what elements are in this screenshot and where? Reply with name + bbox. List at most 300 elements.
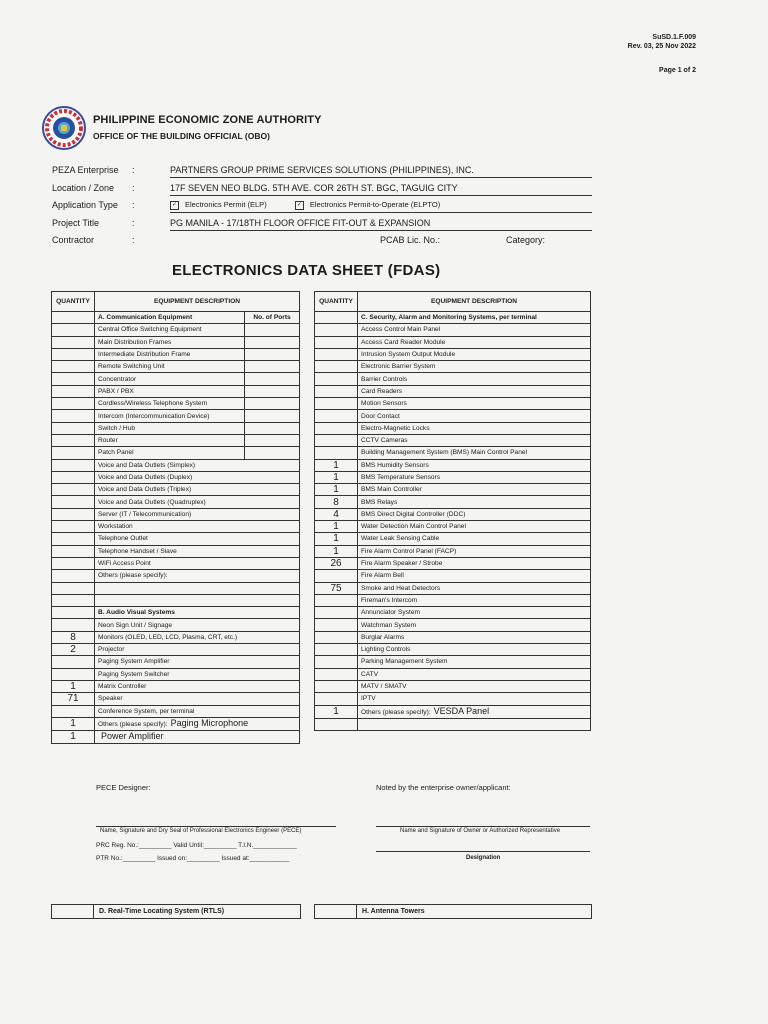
equipment-description <box>95 533 300 545</box>
description-text: Voice and Data Outlets (Simplex) <box>98 461 196 469</box>
category-label: Category: <box>506 235 546 245</box>
description-text: Cordless/Wireless Telephone System <box>98 400 208 408</box>
equipment-description <box>358 570 591 582</box>
table-row <box>52 619 300 631</box>
application-type-value <box>170 200 592 213</box>
quantity-cell <box>315 447 358 459</box>
quantity-cell <box>52 447 95 459</box>
description-text: Others (please specify): <box>98 572 168 580</box>
quantity-header: QUANTITY <box>315 292 358 312</box>
description-text: BMS Relays <box>361 498 398 506</box>
project-info <box>52 162 592 250</box>
quantity-header: QUANTITY <box>52 292 95 312</box>
owner-name-label: Name and Signature of Owner or Authorized Representative <box>400 828 561 834</box>
quantity-cell <box>52 385 95 397</box>
org-name: PHILIPPINE ECONOMIC ZONE AUTHORITY <box>93 114 322 126</box>
table-row <box>315 447 591 459</box>
table-row <box>52 607 300 619</box>
ports-cell <box>245 447 300 459</box>
table-row <box>315 570 591 582</box>
location-row <box>52 180 592 198</box>
quantity-cell: 4 <box>315 508 358 520</box>
equipment-description <box>358 594 591 606</box>
equipment-description <box>358 680 591 692</box>
ports-header: No. of Ports <box>245 312 300 324</box>
quantity-cell <box>52 324 95 336</box>
table-row <box>52 730 300 743</box>
equipment-description <box>95 447 245 459</box>
page-number: Page 1 of 2 <box>659 67 696 74</box>
table-row <box>315 324 591 336</box>
application-type-label: Application Type <box>52 200 118 210</box>
table-row <box>52 570 300 582</box>
table-row <box>315 434 591 446</box>
equipment-description <box>95 373 245 385</box>
table-header <box>315 292 591 312</box>
section-heading <box>95 607 300 619</box>
equipment-description <box>95 631 300 643</box>
ports-cell <box>245 324 300 336</box>
table-row <box>52 324 300 336</box>
quantity-cell: 1 <box>52 717 95 730</box>
quantity-cell <box>52 459 95 471</box>
description-text: IPTV <box>361 695 376 703</box>
equipment-table-left <box>51 291 300 744</box>
equipment-description <box>95 410 245 422</box>
equipment-description <box>95 521 300 533</box>
antenna-label: H. Antenna Towers <box>362 908 425 915</box>
description-text: Building Management System (BMS) Main Control Panel <box>361 449 528 457</box>
equipment-description <box>95 459 300 471</box>
equipment-description <box>95 398 245 410</box>
table-row <box>52 594 300 606</box>
quantity-cell: 8 <box>52 631 95 643</box>
table-row <box>52 422 300 434</box>
table-row <box>52 508 300 520</box>
equipment-description <box>358 447 591 459</box>
equipment-description <box>358 385 591 397</box>
checkbox-icon[interactable]: ✓ <box>171 201 178 208</box>
equipment-description <box>95 324 245 336</box>
description-text: Monitors (OLED, LED, LCD, Plasma, CRT, etc.) <box>98 633 238 641</box>
table-row <box>315 385 591 397</box>
description-text: Watchman System <box>361 621 417 629</box>
colon: : <box>132 165 135 175</box>
table-row <box>315 496 591 508</box>
table-row <box>315 607 591 619</box>
table-row <box>52 656 300 668</box>
description-text: B. Audio Visual Systems <box>98 609 175 617</box>
pcab-label: PCAB Lic. No.: <box>380 235 441 245</box>
table-row <box>315 348 591 360</box>
quantity-cell: 71 <box>52 693 95 705</box>
table-row <box>52 705 300 717</box>
table-row <box>315 631 591 643</box>
description-text: Parking Management System <box>361 658 448 666</box>
prc-reg-line: PRC Reg. No.:_________ Valid Until:_________ T.I.N.____________ <box>96 842 297 849</box>
equipment-description <box>358 410 591 422</box>
table-row <box>52 533 300 545</box>
quantity-cell <box>52 533 95 545</box>
quantity-cell <box>315 656 358 668</box>
description-text: Access Card Reader Module <box>361 338 446 346</box>
table-row <box>315 422 591 434</box>
pece-signature-line <box>96 826 336 827</box>
description-text: Patch Panel <box>98 449 134 457</box>
description-text: Fireman's Intercom <box>361 596 418 604</box>
equipment-description <box>358 644 591 656</box>
table-row <box>315 545 591 557</box>
quantity-cell <box>315 434 358 446</box>
table-row <box>315 471 591 483</box>
quantity-cell <box>52 471 95 483</box>
table-row <box>315 594 591 606</box>
quantity-cell <box>315 361 358 373</box>
equipment-description <box>358 373 591 385</box>
quantity-cell: 1 <box>315 705 358 718</box>
section-heading <box>95 312 245 324</box>
equipment-description <box>95 668 300 680</box>
table-row <box>315 336 591 348</box>
quantity-cell <box>315 373 358 385</box>
description-text: Conference System, per terminal <box>98 707 195 715</box>
quantity-cell <box>52 582 95 594</box>
elpto-option: Electronics Permit-to-Operate (ELPTO) <box>309 200 441 209</box>
quantity-cell <box>315 410 358 422</box>
office-name: OFFICE OF THE BUILDING OFFICIAL (OBO) <box>93 131 270 141</box>
quantity-cell <box>315 348 358 360</box>
quantity-cell <box>315 398 358 410</box>
equipment-description <box>95 557 300 569</box>
table-row <box>315 619 591 631</box>
table-row <box>315 693 591 705</box>
description-text: Smoke and Heat Detectors <box>361 584 441 592</box>
quantity-cell <box>315 422 358 434</box>
table-row <box>315 644 591 656</box>
description-text: Fire Alarm Bell <box>361 572 404 580</box>
equipment-description <box>95 693 300 705</box>
table-row <box>315 508 591 520</box>
form-code: SuSD.1.F.009 <box>652 34 696 41</box>
description-text: Main Distribution Frames <box>98 338 172 346</box>
pece-designer-label: PECE Designer: <box>96 783 151 792</box>
description-text: Others (please specify): <box>98 720 168 728</box>
equipment-description <box>358 422 591 434</box>
table-row <box>52 471 300 483</box>
table-row <box>52 582 300 594</box>
colon: : <box>132 235 135 245</box>
description-text: Fire Alarm Control Panel (FACP) <box>361 547 457 555</box>
quantity-cell <box>52 521 95 533</box>
project-title-value: PG MANILA - 17/18TH FLOOR OFFICE FIT-OUT & EXPANSION <box>170 218 592 231</box>
table-row <box>52 373 300 385</box>
equipment-description <box>358 434 591 446</box>
contractor-label: Contractor <box>52 235 95 245</box>
checkbox-icon[interactable]: ✓ <box>296 201 302 208</box>
quantity-cell <box>52 422 95 434</box>
section-heading <box>358 312 591 324</box>
description-text: WiFi Access Point <box>98 560 151 568</box>
equipment-description <box>95 496 300 508</box>
quantity-cell <box>315 324 358 336</box>
equipment-description <box>358 533 591 545</box>
equipment-description <box>358 324 591 336</box>
description-text: Paging System Amplifier <box>98 658 170 666</box>
quantity-cell <box>52 410 95 422</box>
ports-cell <box>245 434 300 446</box>
quantity-cell <box>52 398 95 410</box>
table-row <box>52 312 300 324</box>
table-row <box>52 496 300 508</box>
equipment-description <box>358 545 591 557</box>
equipment-description <box>95 336 245 348</box>
equipment-description <box>95 348 245 360</box>
quantity-cell <box>315 644 358 656</box>
quantity-cell <box>52 508 95 520</box>
quantity-cell <box>52 373 95 385</box>
ptr-line: PTR No.:_________ Issued on:_________ Issued at:___________ <box>96 855 290 862</box>
equipment-description <box>358 336 591 348</box>
table-row <box>52 447 300 459</box>
table-header <box>52 292 300 312</box>
handwritten-entry: VESDA Panel <box>433 705 490 716</box>
equipment-description <box>95 680 300 692</box>
form-revision: Rev. 03, 25 Nov 2022 <box>627 43 696 50</box>
enterprise-value: PARTNERS GROUP PRIME SERVICES SOLUTIONS (PHILIPPINES), INC. <box>170 165 592 178</box>
equipment-description <box>358 471 591 483</box>
description-text: Concentrator <box>98 375 137 383</box>
quantity-cell <box>315 693 358 705</box>
quantity-cell <box>52 336 95 348</box>
table-row <box>52 545 300 557</box>
description-text: Electronic Barrier System <box>361 363 436 371</box>
quantity-cell <box>315 631 358 643</box>
quantity-cell: 1 <box>315 459 358 471</box>
equipment-description <box>358 557 591 569</box>
table-row <box>52 361 300 373</box>
description-text: Workstation <box>98 523 133 531</box>
table-row <box>315 533 591 545</box>
quantity-cell: 8 <box>315 496 358 508</box>
ports-cell <box>245 422 300 434</box>
project-title-row <box>52 215 592 233</box>
equipment-description <box>358 656 591 668</box>
table-row <box>315 656 591 668</box>
equipment-description <box>358 508 591 520</box>
ports-cell <box>245 385 300 397</box>
description-text: Burglar Alarms <box>361 633 405 641</box>
quantity-cell <box>52 570 95 582</box>
table-row <box>315 705 591 718</box>
table-row <box>315 680 591 692</box>
table-row <box>52 434 300 446</box>
description-text: PABX / PBX <box>98 387 134 395</box>
description-text: A. Communication Equipment <box>98 314 193 322</box>
location-label: Location / Zone <box>52 182 115 193</box>
quantity-cell: 1 <box>52 680 95 692</box>
quantity-cell <box>315 607 358 619</box>
table-row <box>52 668 300 680</box>
colon: : <box>132 217 135 228</box>
equipment-description <box>95 570 300 582</box>
description-text: Router <box>98 437 118 445</box>
description-text: Intrusion System Output Module <box>361 351 456 359</box>
description-text: Intermediate Distribution Frame <box>98 351 191 359</box>
equipment-description <box>95 434 245 446</box>
ports-cell <box>245 336 300 348</box>
table-row <box>52 717 300 730</box>
quantity-cell <box>52 607 95 619</box>
quantity-cell <box>315 385 358 397</box>
quantity-cell <box>52 361 95 373</box>
description-text: Water Detection Main Control Panel <box>361 523 466 531</box>
description-text: Electro-Magnetic Locks <box>361 424 430 432</box>
equipment-description <box>358 631 591 643</box>
description-text: BMS Temperature Sensors <box>361 474 441 481</box>
description-text: Card Readers <box>361 387 403 395</box>
quantity-cell <box>52 668 95 680</box>
equipment-description <box>358 607 591 619</box>
equipment-table-right <box>314 291 591 731</box>
description-text: BMS Humidity Sensors <box>361 461 429 469</box>
quantity-cell <box>52 434 95 446</box>
equipment-description <box>358 459 591 471</box>
table-row <box>315 557 591 569</box>
quantity-cell <box>315 718 358 730</box>
equipment-description <box>95 717 300 730</box>
ports-cell <box>245 373 300 385</box>
description-text: C. Security, Alarm and Monitoring Systems, per terminal <box>361 314 537 322</box>
equipment-description <box>95 508 300 520</box>
equipment-description <box>95 730 300 743</box>
ports-cell <box>245 398 300 410</box>
quantity-cell: 2 <box>52 644 95 656</box>
peza-logo-icon <box>41 105 87 151</box>
quantity-cell: 1 <box>315 484 358 496</box>
document-title: ELECTRONICS DATA SHEET (FDAS) <box>172 262 441 279</box>
quantity-cell <box>315 594 358 606</box>
description-text: Voice and Data Outlets (Triplex) <box>98 486 192 494</box>
description-text: MATV / SMATV <box>361 683 407 691</box>
pece-name-label: Name, Signature and Dry Seal of Professional Electronics Engineer (PECE) <box>100 828 302 834</box>
table-row <box>52 336 300 348</box>
handwritten-entry: Paging Microphone <box>170 717 249 728</box>
quantity-cell: 1 <box>315 471 358 483</box>
quantity-cell: 1 <box>52 730 95 743</box>
equipment-description <box>95 705 300 717</box>
equipment-description <box>358 619 591 631</box>
quantity-cell <box>52 594 95 606</box>
table-row <box>52 557 300 569</box>
equipment-description <box>358 705 591 718</box>
description-text: Motion Sensors <box>361 400 407 408</box>
quantity-cell: 75 <box>315 582 358 594</box>
description-text: Central Office Switching Equipment <box>98 326 202 334</box>
description-text: CATV <box>361 670 379 678</box>
description-header: EQUIPMENT DESCRIPTION <box>358 292 591 312</box>
equipment-description <box>95 644 300 656</box>
ports-cell <box>245 410 300 422</box>
quantity-cell <box>315 668 358 680</box>
quantity-cell <box>315 680 358 692</box>
equipment-description <box>95 471 300 483</box>
table-row <box>52 631 300 643</box>
quantity-cell: 1 <box>315 533 358 545</box>
table-row <box>52 484 300 496</box>
antenna-section <box>314 904 592 919</box>
description-text: Water Leak Sensing Cable <box>361 535 440 543</box>
description-text: CCTV Cameras <box>361 437 408 445</box>
equipment-description <box>358 521 591 533</box>
ports-cell <box>245 361 300 373</box>
project-title-label: Project Title <box>52 217 100 228</box>
equipment-description <box>358 398 591 410</box>
description-text: Paging System Switcher <box>98 670 170 678</box>
description-text: Telephone Outlet <box>98 535 148 543</box>
handwritten-entry: Power Amplifier <box>101 730 164 741</box>
description-text: Intercom (Intercommunication Device) <box>98 412 210 420</box>
quantity-cell: 1 <box>315 521 358 533</box>
description-text: Access Control Main Panel <box>361 326 441 334</box>
table-row <box>315 718 591 730</box>
quantity-cell <box>315 619 358 631</box>
equipment-description <box>95 484 300 496</box>
colon: : <box>132 200 135 210</box>
equipment-description <box>95 385 245 397</box>
table-row <box>52 521 300 533</box>
table-row <box>52 398 300 410</box>
table-row <box>315 668 591 680</box>
designation-line <box>376 851 590 852</box>
equipment-description <box>358 496 591 508</box>
elp-option: Electronics Permit (ELP) <box>185 200 267 209</box>
description-text: BMS Direct Digital Controller (DDC) <box>361 510 466 518</box>
table-row <box>52 385 300 397</box>
quantity-cell: 26 <box>315 557 358 569</box>
equipment-description <box>95 594 300 606</box>
equipment-description <box>358 693 591 705</box>
description-text: Voice and Data Outlets (Quadruplex) <box>98 498 206 506</box>
rtls-section <box>51 904 301 919</box>
quantity-cell <box>52 496 95 508</box>
designation-label: Designation <box>466 855 501 861</box>
description-text: Projector <box>98 646 125 654</box>
equipment-description <box>95 361 245 373</box>
quantity-cell: 1 <box>315 545 358 557</box>
quantity-cell <box>52 557 95 569</box>
description-text: Speaker <box>98 695 123 703</box>
table-row <box>52 459 300 471</box>
rtls-label: D. Real-Time Locating System (RTLS) <box>99 908 225 915</box>
quantity-cell <box>315 570 358 582</box>
table-row <box>315 361 591 373</box>
noted-by-label: Noted by the enterprise owner/applicant: <box>376 783 511 792</box>
description-text: Telephone Handset / Slave <box>98 547 177 555</box>
table-row <box>52 680 300 692</box>
description-text: Remote Switching Unit <box>98 363 165 371</box>
description-text: Others (please specify): <box>361 708 431 716</box>
description-text: Lighting Controls <box>361 646 411 654</box>
quantity-cell <box>52 484 95 496</box>
location-value: 17F SEVEN NEO BLDG. 5TH AVE. COR 26TH ST. BGC, TAGUIG CITY <box>170 183 592 196</box>
description-text: Annunciator System <box>361 609 421 617</box>
table-row <box>52 644 300 656</box>
table-row <box>315 582 591 594</box>
table-row <box>315 459 591 471</box>
quantity-cell <box>52 348 95 360</box>
colon: : <box>132 182 135 193</box>
quantity-cell <box>52 705 95 717</box>
